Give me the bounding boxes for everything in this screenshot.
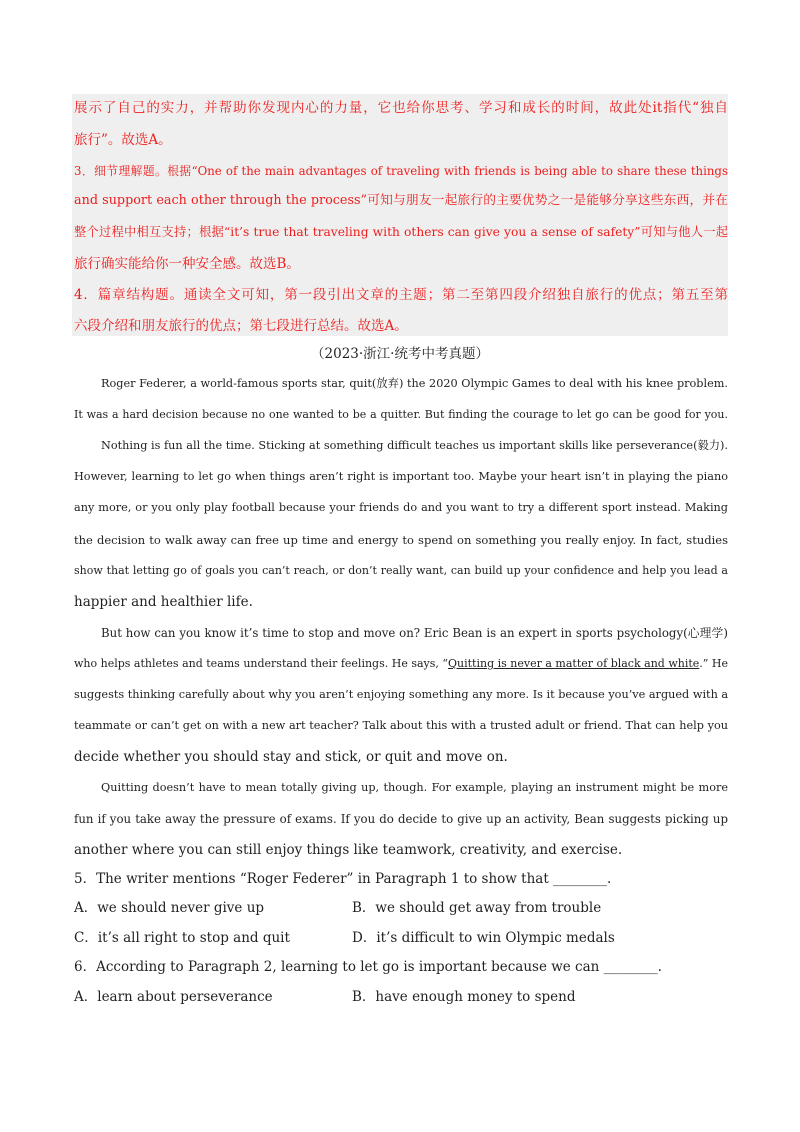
paragraph-3-line: decide whether you should stay and stick, or quit and move on. [74, 749, 508, 765]
paragraph-2-line: happier and healthier life. [74, 594, 253, 610]
paragraph-2-line: show that letting go of goals you can’t reach, or don’t really want, can build up your confidence and help you lead a [74, 564, 728, 577]
paragraph-2-line: However, learning to let go when things aren’t right is important too. Maybe your heart isn’t in playing the piano [74, 470, 728, 483]
paragraph-3-line: teammate or can’t get on with a new art teacher? Talk about this with a trusted adult or friend. That can help you [74, 719, 728, 732]
paragraph-4-line: Quitting doesn’t have to mean totally giving up, though. For example, playing an instrument might be more [101, 781, 728, 794]
analysis-line: 六段介绍和朋友旅行的优点；第七段进行总结。故选A。 [74, 318, 408, 334]
paragraph-3-line: But how can you know it’s time to stop and move on? Eric Bean is an expert in sports psychology(心理学) [101, 626, 728, 640]
paragraph-1-line: It was a hard decision because no one wanted to be a quitter. But finding the courage to let go can be good for you. [74, 408, 728, 421]
paragraph-3-line: suggests thinking carefully about why you aren’t enjoying something any more. Is it because you’ve argued with a [74, 688, 729, 701]
paragraph-3-quote-line [74, 654, 728, 674]
analysis-line: 旅行确实能给你一种安全感。故选B。 [74, 256, 300, 272]
passage-source: （2023·浙江·统考中考真题） [311, 346, 489, 362]
paragraph-2-line: Nothing is fun all the time. Sticking at something difficult teaches us important skills like perseverance(毅力). [101, 439, 728, 452]
paragraph-4-line: fun if you take away the pressure of exams. If you do decide to give up an activity, Bean suggests picking up [74, 812, 728, 826]
underlined-quote: Quitting is never a matter of black and white [448, 657, 700, 670]
quote-end: .” He [699, 657, 729, 670]
question-5-option-a[interactable]: A．we should never give up [74, 900, 265, 916]
analysis-line: and support each other through the process”可知与朋友一起旅行的主要优势之一是能够分享这些东西，并在 [74, 193, 728, 208]
quote-intro: who helps athletes and teams understand their feelings. He says, “ [74, 657, 449, 670]
analysis-line: 展示了自己的实力，并帮助你发现内心的力量，它也给你思考、学习和成长的时间，故此处it指代“独自 [74, 100, 728, 116]
analysis-line: 整个过程中相互支持；根据“it’s true that traveling with others can give you a sense of safety”可知与他人一起 [74, 225, 728, 239]
paragraph-2-line: the decision to walk away can free up time and energy to spend on something you really enjoy. In fact, studies [74, 533, 728, 547]
analysis-line: 旅行”。故选A。 [74, 132, 172, 148]
question-5-stem: 5．The writer mentions “Roger Federer” in Paragraph 1 to show that ________. [74, 871, 612, 887]
question-6-option-a[interactable]: A．learn about perseverance [74, 989, 273, 1005]
question-6-stem: 6．According to Paragraph 2, learning to let go is important because we can ________. [74, 959, 662, 975]
analysis-line: 3．细节理解题。根据“One of the main advantages of traveling with friends is being able to share these things [74, 164, 728, 178]
paragraph-4-line: another where you can still enjoy things like teamwork, creativity, and exercise. [74, 842, 623, 858]
analysis-line: 4．篇章结构题。通读全文可知，第一段引出文章的主题；第二至第四段介绍独自旅行的优点；第五至第 [74, 287, 728, 303]
question-5-option-b[interactable]: B．we should get away from trouble [352, 900, 602, 916]
question-5-option-c[interactable]: C．it’s all right to stop and quit [74, 930, 290, 946]
question-5-option-d[interactable]: D．it’s difficult to win Olympic medals [352, 930, 615, 946]
question-6-option-b[interactable]: B．have enough money to spend [352, 989, 576, 1005]
paragraph-2-line: any more, or you only play football because your friends do and you want to try a different sport instead. Making [74, 501, 728, 514]
paragraph-1-line: Roger Federer, a world-famous sports star, quit(放弃) the 2020 Olympic Games to deal with his knee problem. [101, 377, 728, 390]
